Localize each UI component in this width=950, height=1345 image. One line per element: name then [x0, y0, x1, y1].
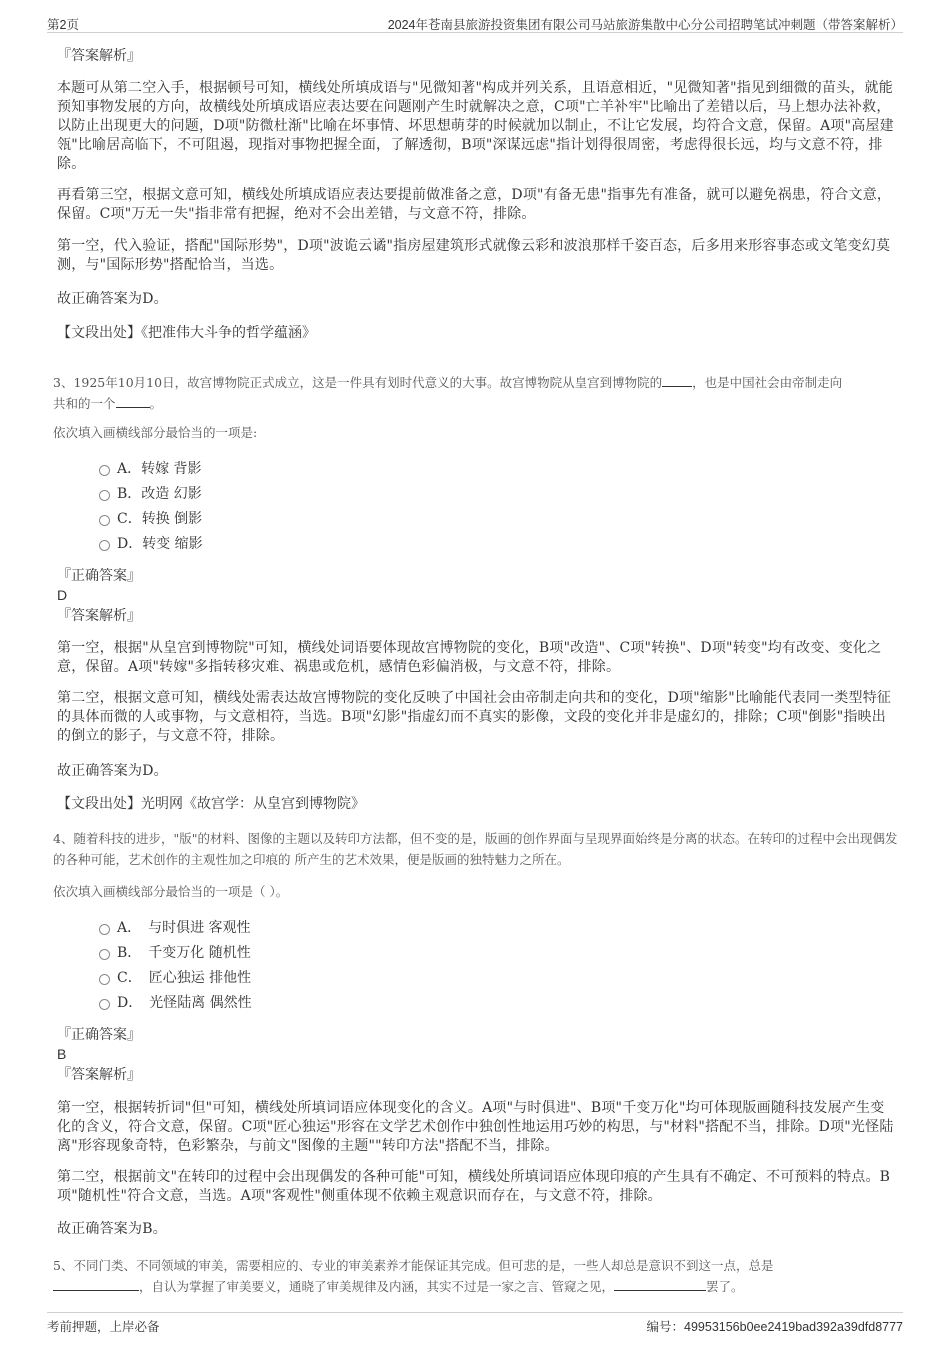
- q3-source: [57, 794, 897, 814]
- option-b[interactable]: B． 千变万化 随机性: [57, 941, 897, 966]
- q2-conclusion: [57, 290, 897, 309]
- q3-analysis-label: [57, 606, 897, 626]
- q4-options: [57, 916, 897, 1016]
- q2-source: [57, 323, 897, 343]
- analysis-label: 『答案解析』: [57, 1067, 141, 1083]
- radio-button[interactable]: [99, 490, 110, 501]
- page-footer: [47, 1312, 903, 1337]
- q4-paragraph-1: [57, 1099, 897, 1156]
- footer-slogan: 考前押题，上岸必备: [47, 1320, 160, 1334]
- q4-paragraph-2: [57, 1168, 897, 1206]
- q4-conclusion: [57, 1220, 897, 1239]
- paragraph: 再看第三空，根据文意可知，横线处所填成语应表达要提前做准备之意，D项"有备无患"指事先有准备，就可以避免祸患，符合文意，保留。C项"万无一失"指非常有把握，绝对不会出差错，与文意不符，排除。: [57, 187, 892, 222]
- q3-instruction: [53, 422, 893, 443]
- radio-button[interactable]: [99, 974, 110, 985]
- radio-button[interactable]: [99, 540, 110, 551]
- option-d[interactable]: D． 光怪陆离 偶然性: [57, 991, 897, 1016]
- correct-answer-label: 『正确答案』: [57, 568, 141, 584]
- paragraph: 故正确答案为D。: [57, 763, 168, 779]
- correct-answer: D: [57, 587, 68, 603]
- option-c[interactable]: C． 匠心独运 排他性: [57, 966, 897, 991]
- paragraph: 第一空，根据转折词"但"可知，横线处所填词语应体现变化的含义。A项"与时俱进"、B项"千变万化"均可体现版画随科技发展产生变化的含义，符合文意，保留。C项"匠心独运"形容在文学艺术创作中独创性地运用巧妙的构思，与"材料"搭配不当，排除。D项"光怪陆离"形容现象奇特，色彩繁杂，与前文"图像的主题""转印方法"搭配不当，排除。: [57, 1100, 894, 1154]
- question-stem: 5、不同门类、不同领域的审美，需要相应的、专业的审美素养才能保证其完成。但可悲的是，一些人却总是意识不到这一点，总是 ，自认为掌握了审美要义，通晓了审美规律及内涵，其实不过是一家之言、管窥之见， 罢了。: [53, 1258, 774, 1294]
- q3-paragraph-2: [57, 689, 897, 746]
- option-d[interactable]: D．转变 缩影: [57, 532, 897, 557]
- q2-paragraph-2: [57, 186, 897, 224]
- question-stem: 4、随着科技的进步，"版"的材料、图像的主题以及转印方法都，但不变的是，版画的创作界面与呈现界面始终是分离的状态。在转印的过程中会出现偶发的各种可能，艺术创作的主观性加之印痕的 所产生的艺术效果，便是版画的独特魅力之所在。: [53, 831, 898, 867]
- page-number: 第2页: [47, 18, 79, 32]
- paragraph: 第二空，根据前文"在转印的过程中会出现偶发的各种可能"可知，横线处所填词语应体现印痕的产生具有不确定、不可预料的特点。B项"随机性"符合文意，当选。A项"客观性"侧重体现不依赖主观意识而存在，与文意不符，排除。: [57, 1169, 891, 1204]
- radio-button[interactable]: [99, 999, 110, 1010]
- paragraph: 第一空，代入验证，搭配"国际形势"，D项"波诡云谲"指房屋建筑形式就像云彩和波浪那样千姿百态，后多用来形容事态或文笔变幻莫测，与"国际形势"搭配恰当，当选。: [57, 238, 891, 273]
- option-c[interactable]: C．转换 倒影: [57, 507, 897, 532]
- q4-stem: [53, 828, 901, 870]
- document-id: 编号：49953156b0ee2419bad392a39dfd8777: [646, 1320, 903, 1334]
- question-stem: 3、1925年10月10日，故宫博物院正式成立，这是一件具有划时代意义的大事。故宫博物院从皇宫到博物院的 ，也是中国社会由帝制走向 共和的一个 。: [53, 375, 843, 411]
- paragraph: 第二空，根据文意可知，横线处需表达故宫博物院的变化反映了中国社会由帝制走向共和的变化，D项"缩影"比喻能代表同一类型特征的具体而微的人或事物，与文意相符，当选。B项"幻影"指虚幻而不真实的影像，文段的变化并非是虚幻的，排除；C项"倒影"指映出的倒立的影子，与文意不符，排除。: [57, 690, 892, 744]
- q3-paragraph-1: [57, 639, 897, 677]
- source-citation: 【文段出处】《把准伟大斗争的哲学蕴涵》: [57, 325, 316, 341]
- q3-options: [57, 457, 897, 557]
- option-a[interactable]: A．转嫁 背影: [57, 457, 897, 482]
- option-a[interactable]: A． 与时俱进 客观性: [57, 916, 897, 941]
- q3-conclusion: [57, 762, 897, 781]
- correct-answer: B: [57, 1046, 67, 1062]
- paragraph: 第一空，根据"从皇宫到博物院"可知，横线处词语要体现故宫博物院的变化，B项"改造"、C项"转换"、D项"转变"均有改变、变化之意，保留。A项"转嫁"多指转移灾难、祸患或危机，感情色彩偏消极，与文意不符，排除。: [57, 640, 882, 675]
- q3-stem: [53, 372, 901, 414]
- q4-analysis-label: [57, 1065, 897, 1085]
- radio-button[interactable]: [99, 515, 110, 526]
- q2-analysis-section: [57, 46, 897, 66]
- paragraph: 本题可从第二空入手，根据顿号可知，横线处所填成语与"见微知著"构成并列关系，且语意相近，"见微知著"指见到细微的苗头，就能预知事物发展的方向，故横线处所填成语应表达要在问题刚产生时就解决之意，C项"亡羊补牢"比喻出了差错以后，马上想办法补救，以防止出现更大的问题，D项"防微杜渐"比喻在坏事情、坏思想萌芽的时候就加以制止，不让它发展，均符合文意，保留。A项"高屋建瓴"比喻居高临下，不可阻遏，现指对事物把握全面，了解透彻，B项"深谋远虑"指计划得很周密，考虑得很长远，均与文意不符，排除。: [57, 80, 894, 172]
- instruction: 依次填入画横线部分最恰当的一项是:: [53, 425, 258, 440]
- radio-button[interactable]: [99, 465, 110, 476]
- option-b[interactable]: B．改造 幻影: [57, 482, 897, 507]
- paragraph: 故正确答案为D。: [57, 291, 168, 307]
- paragraph: 故正确答案为B。: [57, 1221, 167, 1237]
- q4-correct: [57, 1025, 897, 1063]
- q4-instruction: [53, 881, 893, 902]
- q2-analysis-label: 『答案解析』: [57, 48, 141, 64]
- instruction: 依次填入画横线部分最恰当的一项是（ ）。: [53, 884, 289, 899]
- q2-paragraph-3: [57, 237, 897, 275]
- q3-correct: [57, 566, 897, 604]
- q2-paragraph-1: [57, 79, 897, 174]
- q5-stem: [53, 1255, 901, 1297]
- analysis-label: 『答案解析』: [57, 608, 141, 624]
- radio-button[interactable]: [99, 949, 110, 960]
- page-header: [47, 12, 903, 33]
- correct-answer-label: 『正确答案』: [57, 1027, 141, 1043]
- radio-button[interactable]: [99, 924, 110, 935]
- document-title: 2024年苍南县旅游投资集团有限公司马站旅游集散中心分公司招聘笔试冲刺题（带答案解析）: [387, 18, 903, 32]
- source-citation: 【文段出处】光明网《故宫学：从皇宫到博物院》: [57, 796, 365, 812]
